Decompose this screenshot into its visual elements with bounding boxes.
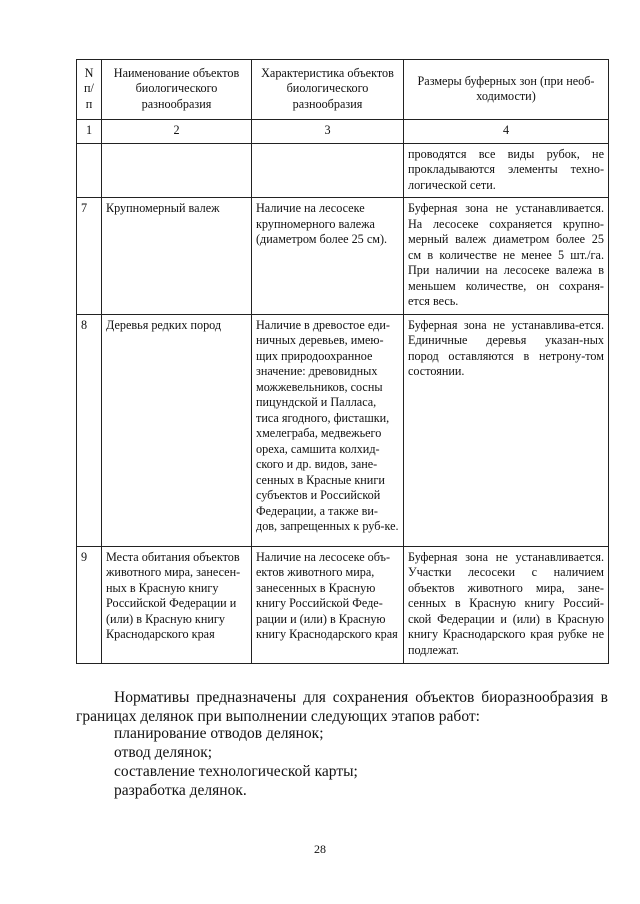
row-buffer: Буферная зона не устанавлива-ется. Единичные деревья указан-ных пород оставляются в нетрону-том состоянии. — [404, 314, 609, 546]
row-number: 8 — [77, 314, 102, 546]
row-buffer: проводятся все виды рубок, не прокладываются элементы техно-логической сети. — [404, 143, 609, 198]
norms-paragraph: Нормативы предназначены для сохранения объектов биоразнообразия в границах делянок при выполнении следующих этапов работ: — [76, 689, 608, 725]
column-number: 4 — [404, 120, 609, 144]
row-number: 7 — [77, 198, 102, 315]
list-item: планирование отводов делянок; — [114, 725, 324, 742]
row-name — [102, 143, 252, 198]
header-characteristic: Характеристика объектов биологического разнообразия — [252, 60, 404, 120]
row-number — [77, 143, 102, 198]
row-name: Места обитания объектов животного мира, занесен-ных в Красную книгу Российской Федерации и (или) в Красную книгу Краснодарского края — [102, 546, 252, 663]
row-buffer: Буферная зона не устанавливается. На лесосеке сохраняется крупно-мерный валеж диаметром более 25 см в количестве не менее 5 шт./га. При наличии на лесосеке валежа в меньшем количестве, он сохраня-ется весь. — [404, 198, 609, 315]
column-number-row — [77, 120, 609, 144]
table-row — [77, 314, 609, 546]
row-characteristic: Наличие на лесосеке крупномерного валежа (диаметром более 25 см). — [252, 198, 404, 315]
list-item: составление технологической карты; — [114, 763, 358, 780]
header-name: Наименование объектов биологического разнообразия — [102, 60, 252, 120]
row-name: Деревья редких пород — [102, 314, 252, 546]
row-name: Крупномерный валеж — [102, 198, 252, 315]
row-characteristic — [252, 143, 404, 198]
header-buffer-zone: Размеры буферных зон (при необ-ходимости) — [404, 60, 609, 120]
table-row — [77, 546, 609, 663]
row-buffer: Буферная зона не устанавливается. Участки лесосеки с наличием объектов животного мира, зане-сенных в Красную книгу Россий-ской Федерации и (или) в Красную книгу Краснодарского края рубке не подлежат. — [404, 546, 609, 663]
table-row — [77, 143, 609, 198]
column-number: 1 — [77, 120, 102, 144]
page-number: 28 — [314, 842, 326, 856]
table-header-row — [77, 60, 609, 120]
column-number: 3 — [252, 120, 404, 144]
header-number: N п/п — [77, 60, 102, 120]
list-item: отвод делянок; — [114, 744, 213, 761]
row-characteristic: Наличие в древостое еди-ничных деревьев, имею-щих природоохранное значение: древовидных можжевельников, сосны пицундской и Палласа, тиса ягодного, фисташки, хмелеграба, медвежьего ореха, самшита колхид-ского и др. видов, зане-сенных в Красные книги субъектов и Российской Федерации, а также ви-дов, запрещенных к руб-ке. — [252, 314, 404, 546]
row-characteristic: Наличие на лесосеке объ-ектов животного мира, занесенных в Красную книгу Российской Феде-рации и (или) в Красную книгу Краснодарского края — [252, 546, 404, 663]
list-item: разработка делянок. — [114, 782, 247, 799]
column-number: 2 — [102, 120, 252, 144]
row-number: 9 — [77, 546, 102, 663]
biodiversity-table — [76, 59, 609, 664]
table-row — [77, 198, 609, 315]
